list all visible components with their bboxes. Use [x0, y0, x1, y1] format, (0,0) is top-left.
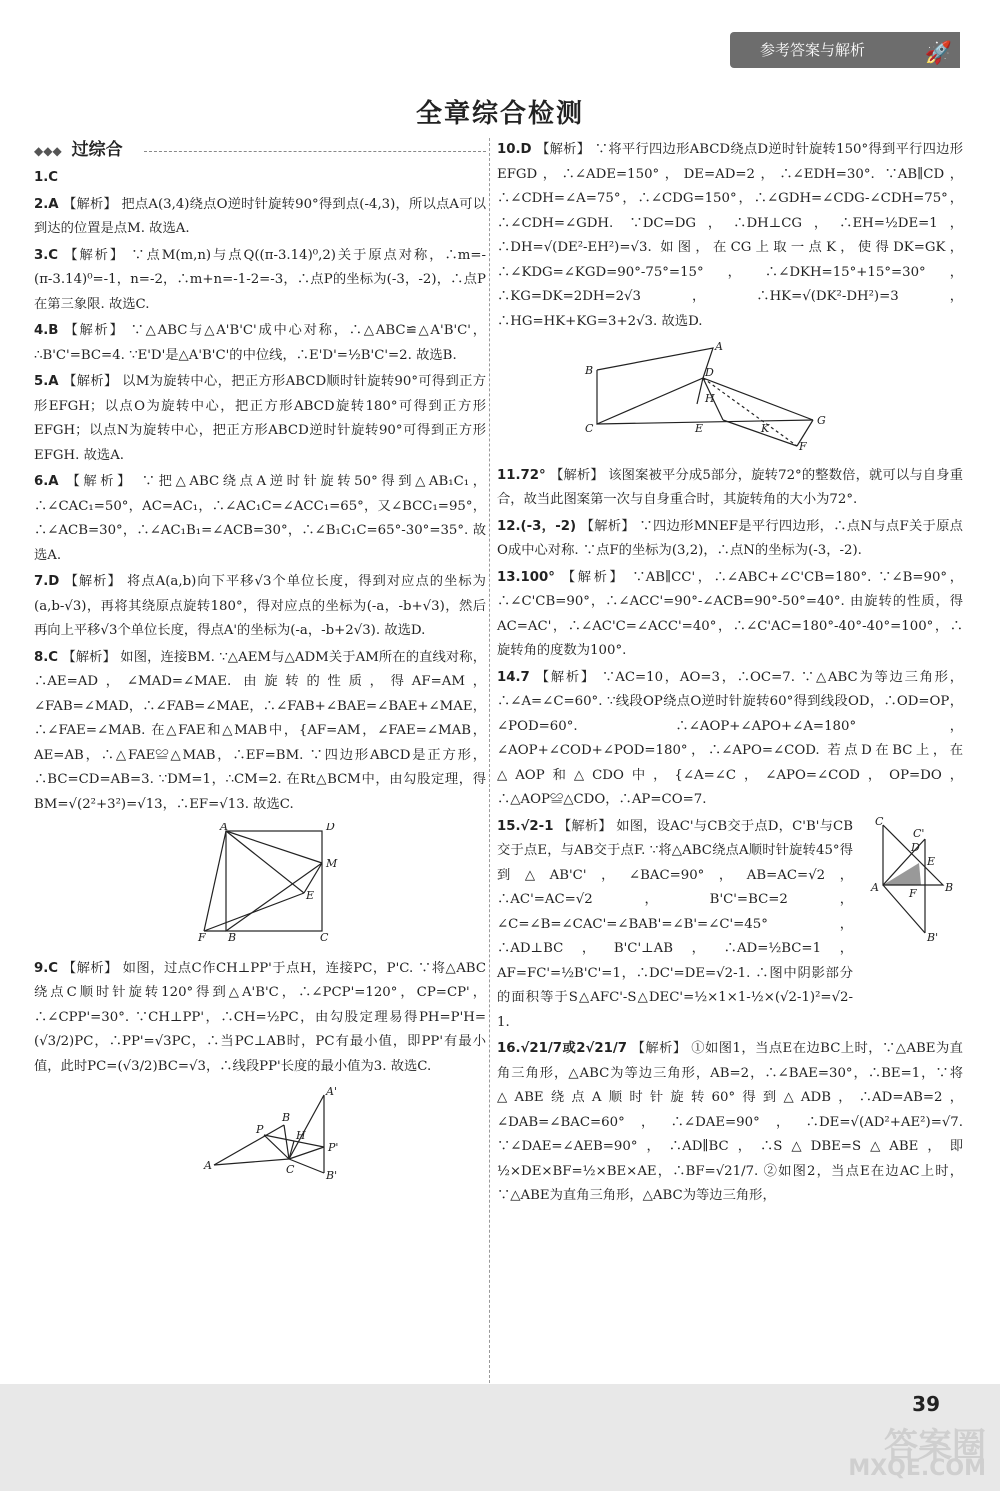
svg-text:C: C [875, 814, 884, 828]
svg-text:A: A [871, 880, 879, 894]
question-item [497, 666, 963, 813]
question-text: 【解析】 ∵把△ABC绕点A逆时针旋转50°得到△AB₁C₁，∴∠CAC₁=50°，AC=AC₁，∴∠AC₁C=∠ACC₁=65°，又∠BCC₁=95°，∴∠ACB=30°，∴∠AC₁B₁=∠ACB=30°，∴∠B₁C₁C=65°-30°=35°. 故选A. [34, 474, 486, 563]
question-item [34, 370, 486, 468]
svg-text:F: F [909, 886, 917, 900]
question-text: 【解析】 ∵点M(m,n)与点Q((π-3.14)⁰,2)关于原点对称，∴m=-(π-3.14)⁰=-1，n=-2，∴m+n=-1-2=-3，∴点P的坐标为(-3，-2)，∴点P在第三象限. 故选C. [34, 247, 486, 312]
question-number: 3.C [34, 247, 59, 263]
question-number: 12.(-3，-2) [497, 518, 577, 534]
svg-text:G: G [817, 414, 826, 427]
question-text: 【解析】 该图案被平分成5部分，旋转72°的整数倍，就可以与自身重合，故当此图案第一次与自身重合时，其旋转角的大小为72°. [497, 467, 963, 507]
watermark-logo: 答案圈 [884, 1426, 986, 1466]
question-number: 5.A [34, 374, 59, 389]
question-item [34, 319, 486, 368]
svg-text:P': P' [328, 1141, 339, 1154]
right-column [497, 138, 963, 1211]
svg-text:A: A [220, 823, 228, 833]
svg-text:B: B [282, 1111, 291, 1124]
question-text: 【解析】 ∵AC=10，AO=3，∴OC=7. ∵△ABC为等边三角形，∴∠A=∠C=60°. ∵线段OP绕点O逆时针旋转60°得到线段OD，∴OD=OP，∠POD=60°. ∴∠AOP+∠APO+∠A=180°，∠AOP+∠COD+∠POD=180°，∴∠APO=∠COD. 若点D在BC上，在△AOP和△CDO中，{∠A=∠C，∠APO=∠COD，OP=DO，∴△AOP≌△CDO，∴AP=CO=7. [497, 669, 963, 807]
section-heading [34, 138, 486, 166]
question-item [497, 1037, 963, 1209]
question-number: 16.√21/7或2√21/7 [497, 1041, 627, 1056]
svg-text:C': C' [913, 826, 925, 840]
svg-text:D: D [705, 366, 714, 379]
header-tab-label: 参考答案与解析 [760, 41, 866, 59]
question-text: 【解析】 如图，连接BM. ∵△AEM与△ADM关于AM所在的直线对称，∴AE=AD，∠MAD=∠MAE. 由旋转的性质，得AF=AM，∠FAB=∠MAD，∴∠FAB=∠MAE，∴∠FAB+∠BAE=∠BAE+∠MAE，∴∠FAE=∠MAB. 在△FAE和△MAB中，{AF=AM，∠FAE=∠MAB，AE=AB，∴△FAE≌△MAB，∴EF=BM. ∵四边形ABCD是正方形，∴BC=CD=AB=3. ∵DM=1，∴CM=2. 在Rt△BCM中，由勾股定理，得BM=√(2²+3²)=√13，∴EF=√13. 故选C. [34, 649, 486, 812]
question-number: 11.72° [497, 467, 546, 483]
svg-text:E: E [695, 422, 704, 435]
question-item [34, 957, 486, 1080]
svg-text:H: H [296, 1129, 306, 1142]
question-number: 10.D [497, 142, 532, 157]
section-label: 过综合 [71, 140, 123, 160]
svg-text:A: A [715, 340, 723, 353]
question-text: 【解析】 ∵AB∥CC'，∴∠ABC+∠C'CB=180°. ∵∠B=90°，∴∠C'CB=90°，∴∠ACC'=90°-∠ACB=90°-50°=40°. 由旋转的性质，得AC=AC'，∴∠AC'C=∠ACC'=40°，∴∠C'AC=180°-40°-40°=100°，∴旋转角的度数为100°. [497, 569, 963, 658]
svg-text:D: D [911, 840, 920, 854]
svg-text:C: C [286, 1163, 295, 1176]
svg-text:P: P [256, 1123, 264, 1136]
question-item [34, 470, 486, 568]
left-column [34, 138, 486, 1194]
figure-q9 [34, 1085, 486, 1180]
question-text: 【解析】 把点A(3,4)绕点O逆时针旋转90°得到点(-4,3)，所以点A可以到达的位置是点M. 故选A. [34, 196, 487, 236]
svg-text:H: H [705, 392, 715, 405]
watermark-url: MXQE.COM [848, 1456, 986, 1481]
question-item [497, 566, 963, 664]
svg-text:A: A [204, 1159, 212, 1172]
question-item [34, 244, 486, 318]
question-number: 7.D [34, 574, 60, 589]
figure-q15 [863, 815, 963, 945]
question-text: 【解析】 ∵将平行四边形ABCD绕点D逆时针旋转150°得到平行四边形EFGD，∴∠ADE=150°，DE=AD=2，∴∠EDH=30°. ∵AB∥CD，∴∠CDH=∠A=75°，∴∠CDG=150°，∴∠GDH=∠CDG-∠CDH=75°，∴∠CDH=∠GDH. ∵DC=DG，∴DH⊥CG，∴EH=½DE=1，∴DH=√(DE²-EH²)=√3. 如图，在CG上取一点K，使得DK=GK，∴∠KDG=∠KGD=90°-75°=15°，∴∠DKH=15°+15°=30°，∴KG=DK=2DH=2√3，∴HK=√(DK²-DH²)=3，∴HG=HK+KG=3+2√3. 故选D. [497, 142, 963, 329]
question-with-figure [497, 815, 963, 1036]
question-item [34, 166, 486, 191]
page-number: 39 [912, 1392, 940, 1416]
question-number: 13.100° [497, 569, 555, 585]
question-number: 6.A [34, 474, 59, 489]
svg-text:E: E [306, 889, 315, 902]
column-divider [489, 138, 490, 1383]
question-text: 【解析】 如图，设AC'与CB交于点D，C'B'与CB交于点E，与AB交于点F. ∵将△ABC绕点A顺时针旋转45°得到△AB'C'，∠BAC=90°，AB=AC=√2，∴AC'=AC=√2，B'C'=BC=2，∠C=∠B=∠CAC'=∠BAB'=∠B'=∠C'=45°，∴AD⊥BC，B'C'⊥AB，∴AD=½BC=1，AF=FC'=½B'C'=1，∴DC'=DE=√2-1. ∴图中阴影部分的面积等于S△AFC'-S△DEC'=½×1×1-½×(√2-1)²=√2-1. [497, 818, 854, 1030]
svg-text:A': A' [326, 1085, 337, 1098]
question-text: 【解析】 将点A(a,b)向下平移√3个单位长度，得到对应点的坐标为(a,b-√3)，再将其绕原点旋转180°，得对应点的坐标为(-a，-b+√3)，然后再向上平移√3个单位长度，得点A'的坐标为(-a，-b+2√3). 故选D. [34, 574, 486, 638]
rocket-icon: 🚀 [924, 41, 952, 66]
question-number: 2.A [34, 196, 59, 212]
question-text: 【解析】 如图，过点C作CH⊥PP'于点H，连接PC，P'C. ∵将△ABC绕点C顺时针旋转120°得到△A'B'C，∴∠PCP'=120°，CP=CP'，∴∠CPP'=30°. ∵CH⊥PP'，∴CH=½PC，由勾股定理易得PH=P'H=(√3/2)PC，∴PP'=√3PC，∴当PC⊥AB时，PC有最小值，即PP'有最小值，此时PC=(√3/2)BC=√3，∴线段PP'长度的最小值为3. 故选C. [34, 960, 486, 1074]
svg-text:B: B [945, 880, 954, 894]
section-icon: ◆◆◆ [34, 144, 62, 158]
question-number: 1.C [34, 170, 59, 185]
question-item [497, 138, 963, 334]
question-item [497, 515, 963, 564]
svg-text:D: D [326, 823, 335, 833]
question-item [497, 464, 963, 513]
svg-text:B: B [228, 931, 237, 943]
svg-text:B': B' [927, 930, 939, 944]
question-text: 【解析】 ①如图1，当点E在边BC上时，∵△ABE为直角三角形，△ABC为等边三角形，AB=2，∴∠BAE=30°，∴BE=1，∵将△ABE绕点A顺时针旋转60°得到△ADB，∴AD=AB=2，∠DAB=∠BAC=60°，∴∠DAE=90°，∴DE=√(AD²+AE²)=√7. ∵∠DAE=∠AEB=90°，∴AD∥BC，∴S△DBE=S△ABE，即½×DE×BF=½×BE×AE，∴BF=√21/7. ②如图2，当点E在边AC上时，∵△ABE为直角三角形，△ABC为等边三角形， [497, 1041, 963, 1203]
svg-text:C: C [320, 931, 329, 943]
svg-text:F: F [799, 440, 807, 450]
question-item [34, 570, 486, 644]
svg-text:E: E [927, 854, 936, 868]
question-number: 14.7 [497, 669, 530, 685]
svg-text:M: M [326, 857, 338, 870]
svg-text:K: K [761, 422, 770, 435]
question-number: 15.√2-1 [497, 818, 554, 834]
question-item [34, 646, 486, 818]
figure-q8 [34, 823, 486, 943]
question-number: 4.B [34, 323, 59, 338]
header-tab [730, 32, 960, 68]
page-title: 全章综合检测 [415, 99, 584, 129]
figure-q10 [497, 340, 963, 450]
svg-text:C: C [585, 422, 594, 435]
svg-text:B': B' [326, 1169, 338, 1180]
svg-text:B: B [585, 364, 594, 377]
question-number: 8.C [34, 649, 59, 665]
question-text: 【解析】 ∵四边形MNEF是平行四边形，∴点N与点F关于原点O成中心对称. ∵点F的坐标为(3,2)，∴点N的坐标为(-3，-2). [497, 518, 963, 558]
section-rule [144, 151, 486, 152]
question-text: 【解析】 以M为旋转中心，把正方形ABCD顺时针旋转90°可得到正方形EFGH；以点O为旋转中心，把正方形ABCD旋转180°可得到正方形EFGH；以点N为旋转中心，把正方形ABCD逆时针旋转90°可得到正方形EFGH. 故选A. [34, 374, 486, 463]
question-number: 9.C [34, 960, 59, 976]
question-item [34, 193, 486, 242]
svg-text:F: F [198, 931, 206, 943]
question-text: 【解析】 ∵△ABC与△A'B'C'成中心对称，∴△ABC≌△A'B'C'，∴B'C'=BC=4. ∵E'D'是△A'B'C'的中位线，∴E'D'=½B'C'=2. 故选B. [34, 323, 486, 363]
